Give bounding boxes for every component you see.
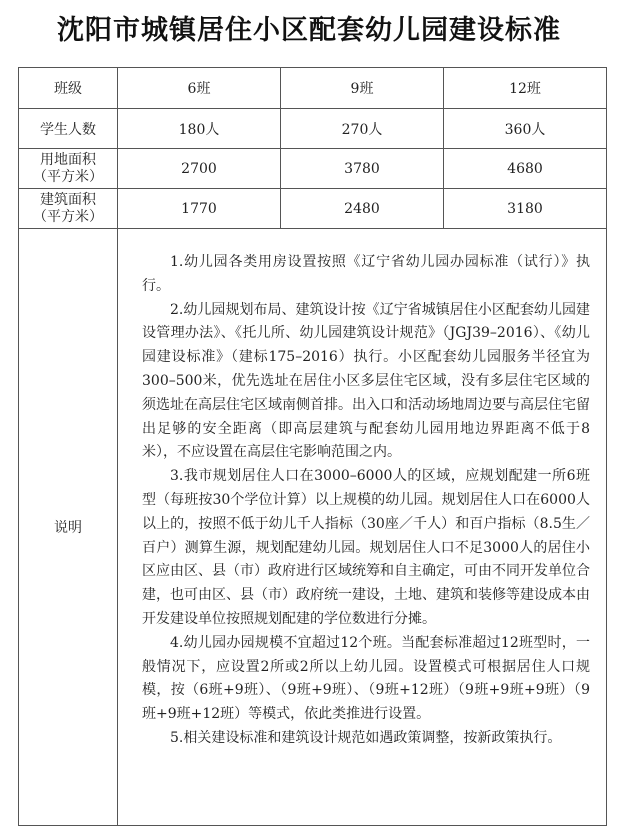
note-paragraph-3: 3.我市规划居住人口在3000–6000人的区域，应规划配建一所6班型（每班按30个学位计算）以上规模的幼儿园。规划居住人口在6000人以上的，按照不低于幼儿千人指标（30座／千人）和百户指标（8.5生／百户）测算生源，规划配建幼儿园。规划居住人口不足3000人的居住小区应由区、县（市）政府进行区域统筹和自主确定，可由不同开发单位合建，也可由区、县（市）政府统一建设，土地、建筑和装修等建设成本由开发建设单位按照规划配建的学位数进行分摊。 [142, 468, 590, 627]
header-cell-12: 12班 [444, 68, 607, 109]
table-header-row [19, 68, 607, 109]
header-cell-class: 班级 [19, 68, 118, 109]
table-cell: 1770 [118, 189, 281, 229]
table-cell: 2700 [118, 149, 281, 189]
table-cell: 3180 [444, 189, 607, 229]
table-cell: 4680 [444, 149, 607, 189]
notes-label: 说明 [19, 229, 118, 826]
notes-body [118, 229, 606, 751]
row-label: 学生人数 [19, 109, 118, 149]
table-row-building-area [19, 189, 607, 229]
table-cell: 180人 [118, 109, 281, 149]
row-label [19, 149, 118, 189]
table-row-notes [19, 229, 607, 826]
header-cell-9: 9班 [281, 68, 444, 109]
standards-table [18, 67, 607, 826]
row-label-unit: （平方米） [33, 208, 103, 225]
note-paragraph-5: 5.相关建设标准和建筑设计规范如遇政策调整，按新政策执行。 [170, 729, 562, 746]
header-cell-6: 6班 [118, 68, 281, 109]
table-cell: 3780 [281, 149, 444, 189]
table-row-land-area [19, 149, 607, 189]
table-row-students [19, 109, 607, 149]
page-title: 沈阳市城镇居住小区配套幼儿园建设标准 [57, 15, 561, 46]
note-paragraph-2: 2.幼儿园规划布局、建筑设计按《辽宁省城镇居住小区配套幼儿园建设管理办法》、《托儿所、幼儿园建筑设计规范》（JGJ39–2016）、《幼儿园建设标准》（建标175–2016）执行。小区配套幼儿园服务半径宜为300–500米，优先选址在居住小区多层住宅区域，没有多层住宅区域的须选址在高层住宅区域南侧首排。出入口和活动场地周边要与高层住宅留出足够的安全距离（即高层建筑与配套幼儿园用地边界距离不低于8米），不应设置在高层住宅影响范围之内。 [142, 301, 590, 461]
row-label-unit: （平方米） [33, 168, 103, 185]
row-label-line: 建筑面积 [40, 191, 96, 208]
row-label-line: 用地面积 [40, 151, 96, 168]
table-cell: 270人 [281, 109, 444, 149]
table-cell: 2480 [281, 189, 444, 229]
note-paragraph-1: 1.幼儿园各类用房设置按照《辽宁省幼儿园办园标准（试行）》执行。 [142, 254, 590, 294]
notes-cell [118, 229, 607, 826]
note-paragraph-4: 4.幼儿园办园规模不宜超过12个班。当配套标准超过12班型时，一般情况下，应设置2所或2所以上幼儿园。设置模式可根据居住人口规模，按（6班+9班）、（9班+9班）、（9班+12班）（9班+9班+9班）（9班+9班+12班）等模式，依此类推进行设置。 [142, 634, 590, 723]
table-cell: 360人 [444, 109, 607, 149]
row-label [19, 189, 118, 229]
